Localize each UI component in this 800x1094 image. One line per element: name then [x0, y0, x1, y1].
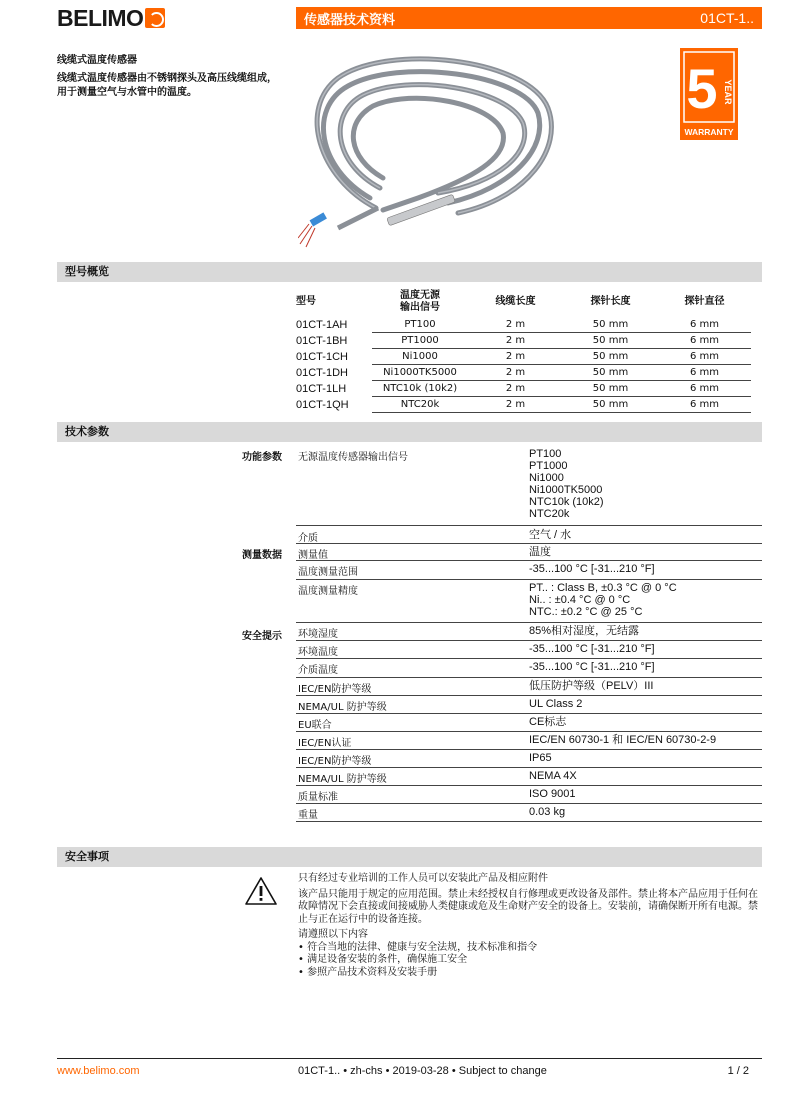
model-cell: Ni1000 [372, 349, 468, 365]
model-code: 01CT-1DH [296, 367, 348, 379]
tech-value: 温度 [529, 546, 551, 558]
tech-value: -35...100 °C [-31...210 °F] [529, 563, 655, 575]
table-row [296, 544, 762, 561]
tech-label: 测量值 [298, 550, 328, 561]
model-cell: 50 mm [563, 365, 658, 381]
table-row [296, 397, 751, 413]
brand-logo [57, 6, 165, 30]
table-row [296, 804, 762, 822]
tech-value: UL Class 2 [529, 698, 583, 710]
brand-mark-icon [145, 8, 165, 28]
model-cell: 2 m [468, 349, 563, 365]
warning-triangle-icon [244, 876, 278, 906]
tech-label: 温度测量范围 [298, 567, 358, 578]
tech-value: 0.03 kg [529, 806, 566, 818]
tech-value: PT100 PT1000 Ni1000 Ni1000TK5000 NTC10k (10k2) NTC20k [529, 448, 604, 520]
table-row [296, 349, 751, 365]
model-code: 01CT-1BH [296, 335, 348, 347]
tech-value: 空气 / 水 [529, 529, 572, 541]
brand-name: BELIMO [57, 4, 144, 31]
model-code: 01CT-1CH [296, 351, 348, 363]
section-models: 型号概览 [57, 262, 762, 282]
model-column-header: 温度无源 输出信号 [400, 290, 440, 313]
tech-label: NEMA/UL 防护等级 [298, 702, 387, 713]
tech-value: -35...100 °C [-31...210 °F] [529, 661, 655, 673]
warranty-year: YEAR [723, 79, 733, 105]
table-row [296, 641, 762, 659]
safety-bullet: • 符合当地的法律、健康与安全法规，技术标准和指令 [298, 941, 538, 953]
tech-label: 介质温度 [298, 665, 338, 676]
model-cell: 2 m [468, 317, 563, 333]
tech-value: PT.. : Class B, ±0.3 °C @ 0 °C Ni.. : ±0.4 °C @ 0 °C NTC.: ±0.2 °C @ 25 °C [529, 582, 677, 618]
table-row [296, 623, 762, 641]
safety-text [298, 873, 763, 979]
section-safety: 安全事项 [57, 847, 762, 867]
model-table-header [296, 287, 751, 317]
footer-divider [57, 1058, 762, 1059]
model-cell: 6 mm [658, 349, 751, 365]
model-column-header: 线缆长度 [495, 296, 536, 307]
model-column-header: 探针长度 [590, 296, 631, 307]
model-cell: 6 mm [658, 317, 751, 333]
model-cell: NTC10k (10k2) [372, 381, 468, 397]
footer-meta: 01CT-1.. • zh-chs • 2019-03-28 • Subject to change [298, 1065, 547, 1077]
warranty-label: WARRANTY [684, 127, 734, 137]
model-cell: 50 mm [563, 381, 658, 397]
header-bar [296, 7, 762, 29]
model-code: 01CT-1AH [296, 319, 348, 331]
tech-label: IEC/EN防护等级 [298, 756, 372, 767]
tech-value: 低压防护等级（PELV）III [529, 680, 654, 692]
table-row [296, 696, 762, 714]
table-row [296, 750, 762, 768]
tech-label: IEC/EN防护等级 [298, 684, 372, 695]
group-measurement: 测量数据 [242, 550, 282, 561]
tech-label: 温度测量精度 [298, 586, 358, 597]
model-code: 01CT-1LH [296, 383, 347, 395]
model-cell: 50 mm [563, 333, 658, 349]
table-row [296, 580, 762, 623]
tech-label: 质量标准 [298, 792, 338, 803]
model-table [296, 287, 751, 413]
model-cell: 50 mm [563, 317, 658, 333]
table-row [296, 768, 762, 786]
tech-label: IEC/EN认证 [298, 738, 352, 749]
model-cell: 6 mm [658, 365, 751, 381]
model-cell: PT100 [372, 317, 468, 333]
warranty-number: 5 [686, 57, 718, 120]
model-cell: 2 m [468, 381, 563, 397]
model-cell: 6 mm [658, 381, 751, 397]
tech-value: IP65 [529, 752, 552, 764]
table-row [296, 561, 762, 580]
document-title: 传感器技术资料 [304, 12, 396, 28]
section-tech: 技术参数 [57, 422, 762, 442]
tech-label: 环境湿度 [298, 629, 338, 640]
table-row [296, 678, 762, 696]
warranty-badge-art [680, 48, 738, 140]
tech-label: 介质 [298, 533, 318, 544]
product-description: 线缆式温度传感器由不锈钢探头及高压线缆组成，用于测量空气与水管中的温度。 [57, 73, 277, 98]
table-row [296, 786, 762, 804]
warranty-badge [680, 48, 738, 140]
tech-label: NEMA/UL 防护等级 [298, 774, 387, 785]
model-cell: Ni1000TK5000 [372, 365, 468, 381]
product-subtitle: 线缆式温度传感器 [57, 55, 137, 66]
model-cell: 6 mm [658, 333, 751, 349]
tech-value: IEC/EN 60730-1 和 IEC/EN 60730-2-9 [529, 734, 717, 746]
model-cell: PT1000 [372, 333, 468, 349]
product-code: 01CT-1.. [700, 10, 754, 26]
model-cell: 6 mm [658, 397, 751, 413]
model-cell: 2 m [468, 333, 563, 349]
footer-website-link[interactable]: www.belimo.com [57, 1065, 140, 1077]
safety-bullet: • 满足设备安装的条件，确保施工安全 [298, 954, 468, 965]
model-cell: 2 m [468, 397, 563, 413]
model-cell: 50 mm [563, 397, 658, 413]
model-cell: 50 mm [563, 349, 658, 365]
table-row [296, 732, 762, 750]
group-safety: 安全提示 [242, 631, 282, 642]
safety-p1: 只有经过专业培训的工作人员可以安装此产品及相应附件 [298, 873, 548, 884]
group-function: 功能参数 [242, 452, 282, 463]
footer-page-number: 1 / 2 [727, 1065, 749, 1077]
table-row [296, 333, 751, 349]
safety-bullet: • 参照产品技术资料及安装手册 [298, 966, 438, 978]
tech-label: 重量 [298, 810, 318, 821]
table-row [296, 317, 751, 333]
tech-value: -35...100 °C [-31...210 °F] [529, 643, 655, 655]
tech-label: 环境温度 [298, 647, 338, 658]
safety-p2: 该产品只能用于规定的应用范围。禁止未经授权自行修理或更改设备及部件。禁止将本产品应用于任何在故障情况下会直接或间接威胁人类健康或危及生命财产安全的设备上。安装前，请确保断开所有电源。禁止与正在运行中的设备连接。 [298, 888, 758, 925]
cable-sensor-image [298, 48, 598, 248]
table-row [296, 381, 751, 397]
table-row [296, 714, 762, 732]
model-cell: 2 m [468, 365, 563, 381]
table-row [296, 365, 751, 381]
model-code: 01CT-1QH [296, 399, 349, 411]
model-column-header: 型号 [296, 296, 316, 307]
table-row [296, 446, 762, 526]
table-row [296, 659, 762, 678]
tech-label: 无源温度传感器输出信号 [298, 452, 408, 463]
tech-label: EU联合 [298, 720, 332, 731]
tech-value: ISO 9001 [529, 788, 576, 800]
table-row [296, 527, 762, 544]
tech-value: NEMA 4X [529, 770, 577, 782]
safety-p3: 请遵照以下内容 [298, 929, 368, 940]
tech-value: CE标志 [529, 716, 567, 728]
tech-value: 85%相对湿度，无结露 [529, 625, 640, 637]
model-cell: NTC20k [372, 397, 468, 413]
model-column-header: 探针直径 [684, 296, 725, 307]
